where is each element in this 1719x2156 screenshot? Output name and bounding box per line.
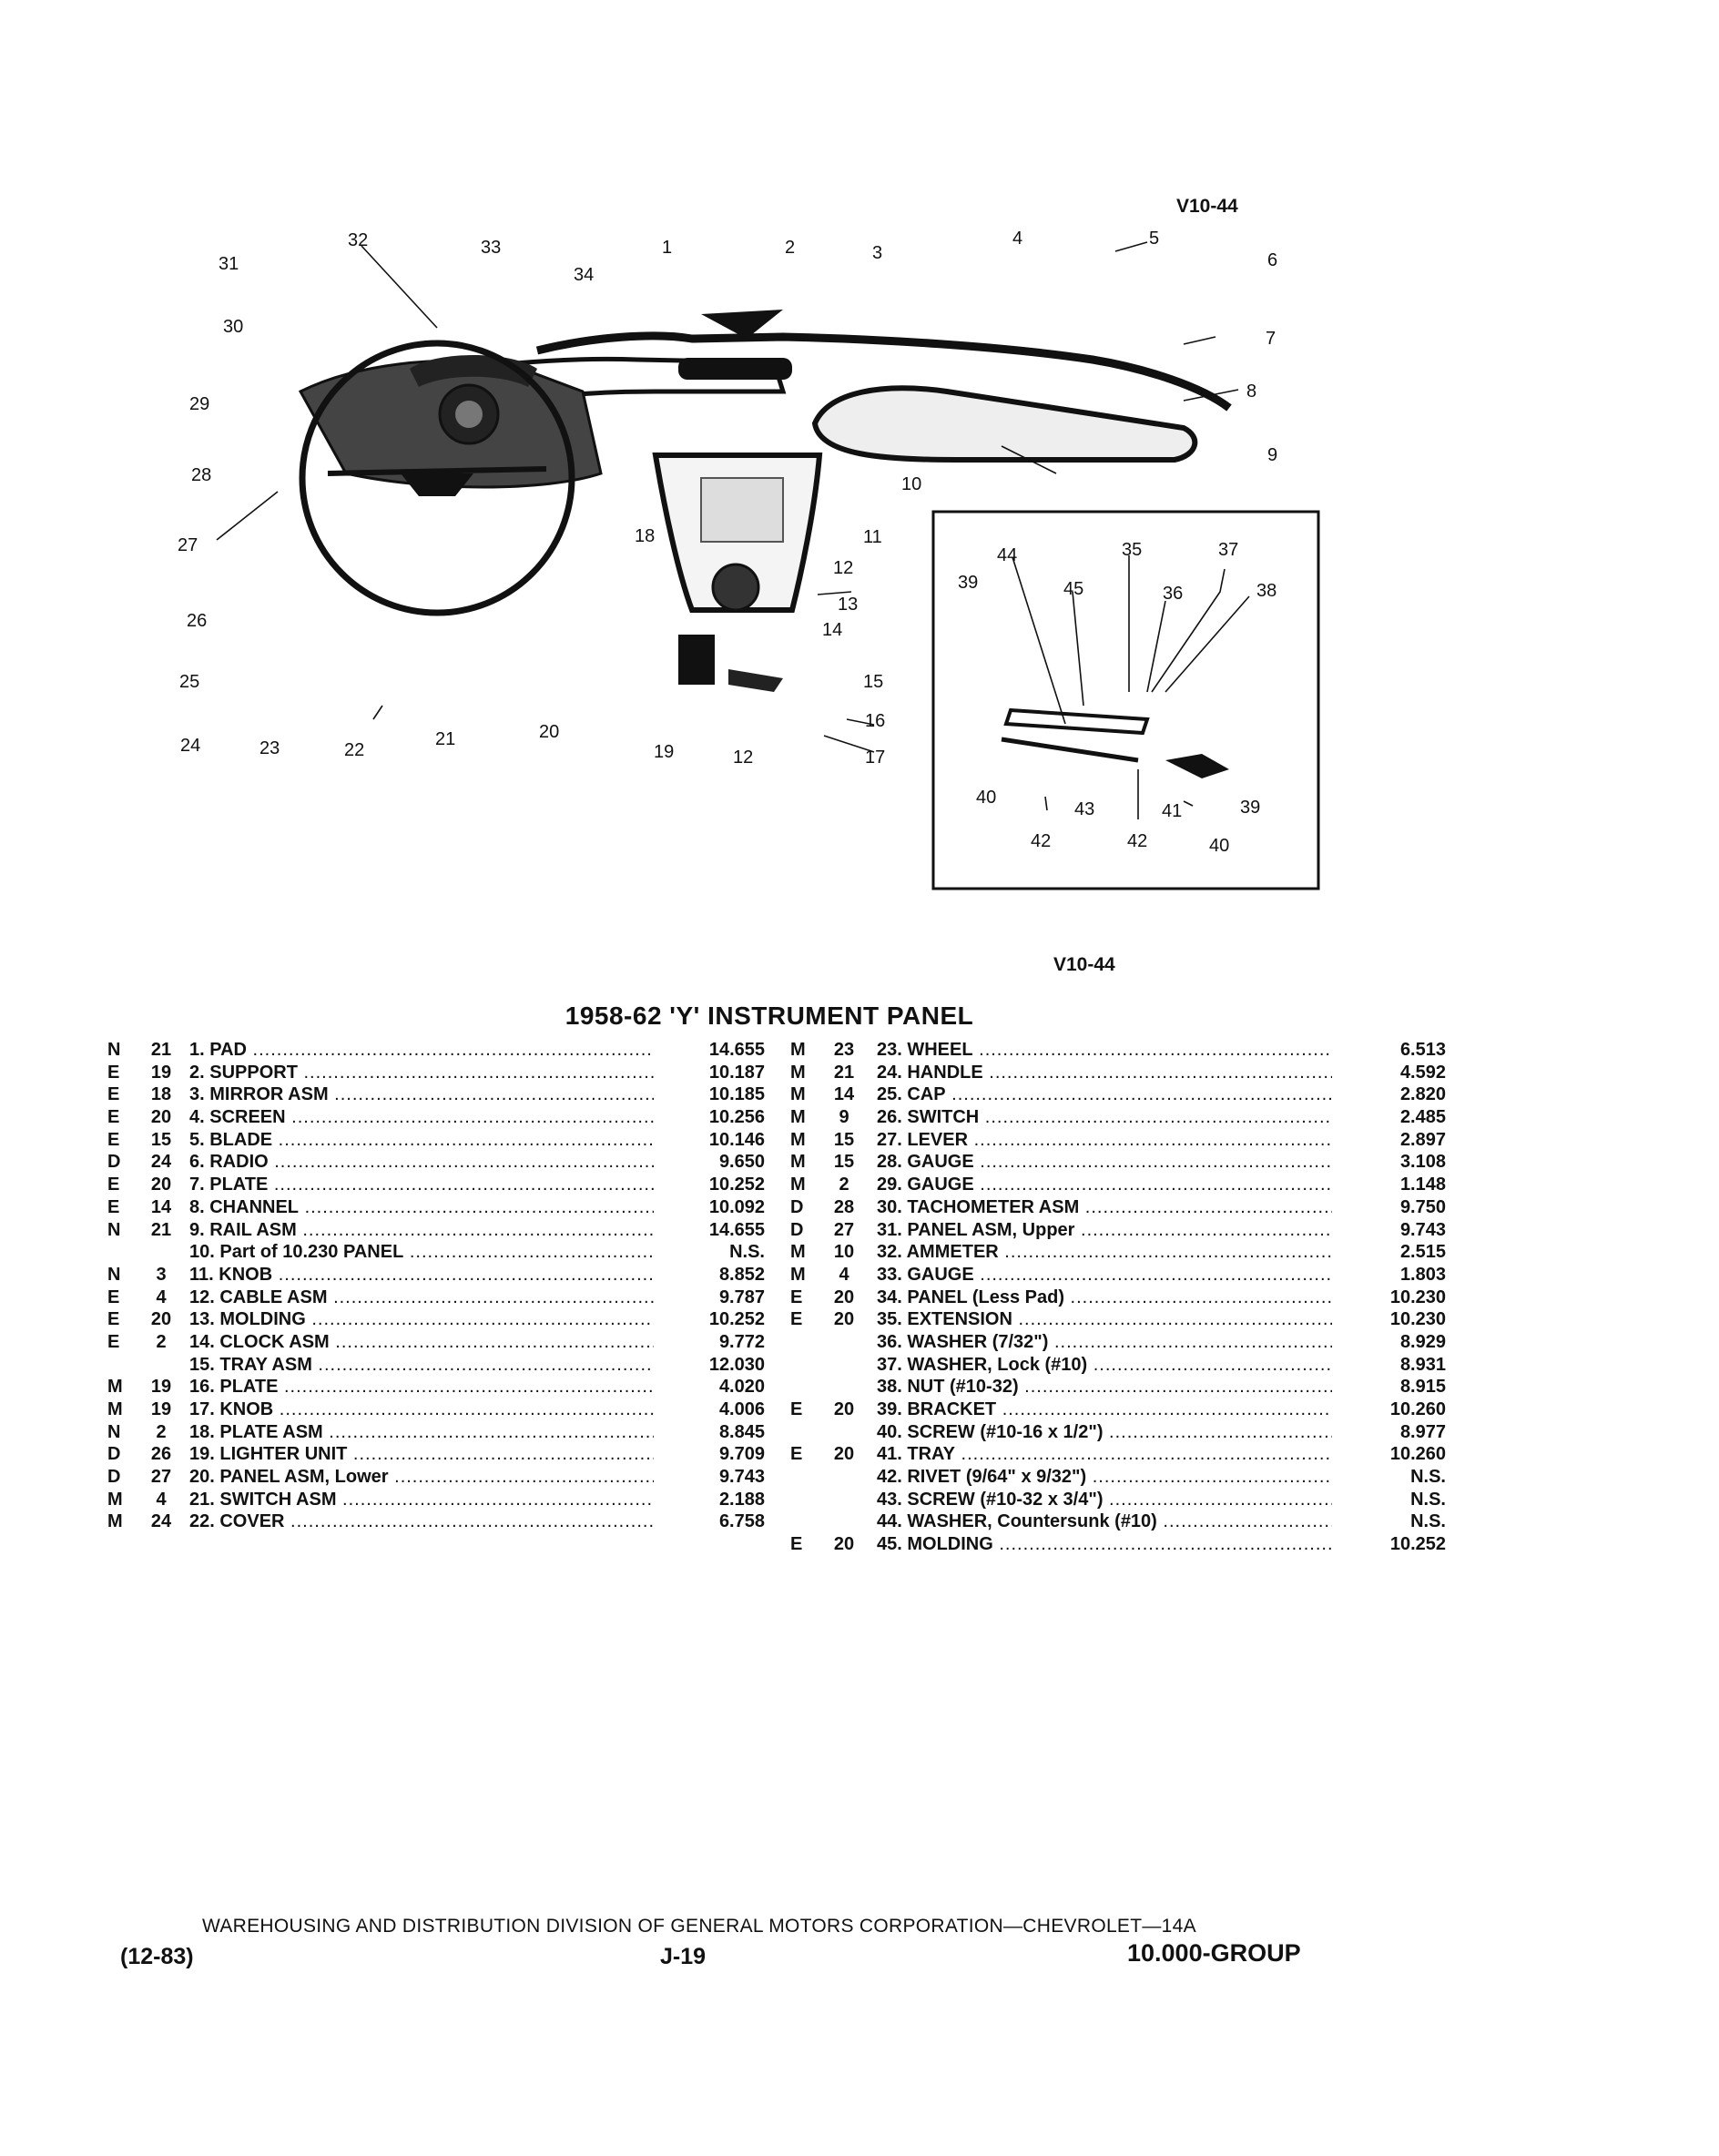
- part-code: M: [790, 1242, 806, 1263]
- part-number: 2.188: [656, 1489, 765, 1511]
- footer-date: (12-83): [120, 1944, 194, 1969]
- part-description: 45. MOLDING .....: [877, 1533, 1332, 1556]
- callout-25: 25: [179, 672, 200, 692]
- part-number: 9.772: [656, 1331, 765, 1354]
- part-code: N: [107, 1421, 121, 1442]
- callout-10: 10: [901, 474, 922, 494]
- inset-callout-37: 37: [1218, 540, 1239, 560]
- part-description: 22. COVER .....: [189, 1510, 654, 1533]
- part-row: [790, 1331, 1446, 1354]
- part-code: E: [790, 1286, 803, 1307]
- callout-22: 22: [344, 740, 365, 760]
- part-qty: 2: [156, 1421, 167, 1442]
- callout-27: 27: [178, 535, 198, 555]
- part-description: 41. TRAY .....: [877, 1443, 1332, 1466]
- part-row: [790, 1039, 1446, 1062]
- part-code: E: [107, 1196, 120, 1217]
- part-number: 10.146: [656, 1129, 765, 1152]
- part-description: 2. SUPPORT .....: [189, 1062, 654, 1084]
- part-row: [107, 1443, 765, 1466]
- part-code: E: [107, 1286, 120, 1307]
- part-description: 26. SWITCH .....: [877, 1106, 1332, 1129]
- part-qty: 20: [833, 1309, 855, 1330]
- callout-28: 28: [191, 465, 212, 485]
- part-code: M: [107, 1489, 123, 1510]
- part-qty: 23: [833, 1040, 855, 1060]
- part-code: E: [790, 1309, 803, 1330]
- callout-11: 11: [863, 527, 882, 547]
- part-number: 4.020: [656, 1376, 765, 1398]
- footer-division-line: WAREHOUSING AND DISTRIBUTION DIVISION OF GENERAL MOTORS CORPORATION—CHEVROLET—14A: [202, 1916, 1196, 1937]
- part-row: [107, 1062, 765, 1084]
- callout-12-lower: 12: [733, 747, 754, 768]
- part-description: 12. CABLE ASM .....: [189, 1286, 654, 1309]
- part-number: 1.803: [1346, 1264, 1446, 1286]
- part-code: M: [790, 1264, 806, 1285]
- part-number: 6.758: [656, 1510, 765, 1533]
- inset-callout-44: 44: [997, 545, 1018, 565]
- part-qty: 20: [833, 1286, 855, 1307]
- inset-callout-42-b: 42: [1127, 831, 1148, 851]
- part-code: N: [107, 1219, 121, 1240]
- part-description: 31. PANEL ASM, Upper .....: [877, 1219, 1332, 1242]
- part-qty: 28: [833, 1196, 855, 1217]
- part-row: [790, 1354, 1446, 1377]
- part-description: 28. GAUGE .....: [877, 1151, 1332, 1174]
- part-row: [790, 1510, 1446, 1533]
- callout-31: 31: [219, 254, 239, 274]
- part-number: 8.931: [1346, 1354, 1446, 1377]
- part-qty: 20: [833, 1444, 855, 1465]
- instrument-panel-diagram: [0, 0, 1719, 920]
- part-number: 9.750: [1346, 1196, 1446, 1219]
- part-number: 8.977: [1346, 1421, 1446, 1444]
- part-number: 8.852: [656, 1264, 765, 1286]
- part-code: N: [107, 1264, 121, 1285]
- part-description: 7. PLATE .....: [189, 1174, 654, 1196]
- part-qty: 24: [150, 1511, 172, 1532]
- part-description: 37. WASHER, Lock (#10) .....: [877, 1354, 1332, 1377]
- part-row: [107, 1331, 765, 1354]
- callout-5: 5: [1149, 229, 1160, 249]
- callout-9: 9: [1267, 445, 1278, 465]
- callout-4: 4: [1012, 229, 1023, 249]
- part-number: 8.915: [1346, 1376, 1446, 1398]
- part-number: 2.485: [1346, 1106, 1446, 1129]
- part-row: [107, 1264, 765, 1286]
- part-number: 10.185: [656, 1083, 765, 1106]
- part-code: E: [107, 1129, 120, 1150]
- part-qty: 26: [150, 1444, 172, 1465]
- part-row: [790, 1398, 1446, 1421]
- part-qty: 27: [833, 1219, 855, 1240]
- callout-7: 7: [1266, 329, 1277, 349]
- part-qty: 21: [833, 1062, 855, 1083]
- callout-33: 33: [481, 238, 502, 258]
- inset-callout-38: 38: [1256, 581, 1277, 601]
- callout-34: 34: [574, 265, 595, 285]
- part-code: M: [790, 1175, 806, 1195]
- clock-shape: [713, 564, 758, 610]
- part-description: 27. LEVER .....: [877, 1129, 1332, 1152]
- part-number: 10.260: [1346, 1443, 1446, 1466]
- part-code: E: [790, 1444, 803, 1465]
- part-qty: 4: [156, 1286, 167, 1307]
- part-code: E: [107, 1084, 120, 1105]
- part-code: M: [107, 1511, 123, 1532]
- part-number: 9.650: [656, 1151, 765, 1174]
- inset-box: [933, 512, 1318, 889]
- part-description: 9. RAIL ASM .....: [189, 1219, 654, 1242]
- part-description: 6. RADIO .....: [189, 1151, 654, 1174]
- part-description: 20. PANEL ASM, Lower .....: [189, 1466, 654, 1489]
- part-number: 4.006: [656, 1398, 765, 1421]
- part-qty: 14: [833, 1084, 855, 1105]
- part-number: N.S.: [656, 1241, 765, 1264]
- inset-callout-39: 39: [958, 573, 979, 593]
- callout-24: 24: [180, 736, 201, 756]
- part-qty: 15: [150, 1129, 172, 1150]
- part-code: M: [107, 1377, 123, 1398]
- inset-callout-43: 43: [1074, 799, 1095, 819]
- part-row: [107, 1489, 765, 1511]
- part-number: 10.092: [656, 1196, 765, 1219]
- inset-molding-shape: [1002, 739, 1138, 760]
- part-row: [790, 1264, 1446, 1286]
- part-description: 35. EXTENSION .....: [877, 1308, 1332, 1331]
- part-row: [107, 1083, 765, 1106]
- parts-list-right: [790, 1039, 1446, 1556]
- part-code: N: [107, 1040, 121, 1060]
- callout-16: 16: [865, 711, 886, 731]
- part-description: 18. PLATE ASM .....: [189, 1421, 654, 1444]
- part-qty: 15: [833, 1129, 855, 1150]
- callout-23: 23: [259, 738, 280, 758]
- part-code: M: [790, 1107, 806, 1128]
- part-description: 34. PANEL (Less Pad) .....: [877, 1286, 1332, 1309]
- inset-callout-40-b: 40: [1209, 836, 1230, 856]
- figure-code-bottom: V10-44: [1053, 954, 1115, 975]
- part-number: 10.252: [1346, 1533, 1446, 1556]
- part-description: 3. MIRROR ASM .....: [189, 1083, 654, 1106]
- callout-8: 8: [1246, 381, 1257, 402]
- part-row: [790, 1533, 1446, 1556]
- part-code: E: [107, 1175, 120, 1195]
- part-number: 10.252: [656, 1308, 765, 1331]
- part-code: M: [790, 1129, 806, 1150]
- part-row: [790, 1219, 1446, 1242]
- part-code: M: [107, 1399, 123, 1419]
- part-number: 9.709: [656, 1443, 765, 1466]
- part-qty: 20: [833, 1534, 855, 1555]
- part-number: 9.743: [1346, 1219, 1446, 1242]
- part-description: 23. WHEEL .....: [877, 1039, 1332, 1062]
- tray-shape: [678, 635, 715, 685]
- part-qty: 3: [156, 1264, 167, 1285]
- part-row: [790, 1129, 1446, 1152]
- callout-18: 18: [635, 526, 656, 546]
- part-description: 40. SCREW (#10-16 x 1/2") .....: [877, 1421, 1332, 1444]
- part-row: [107, 1106, 765, 1129]
- part-number: 2.897: [1346, 1129, 1446, 1152]
- part-qty: 19: [150, 1399, 172, 1419]
- part-qty: 20: [150, 1175, 172, 1195]
- part-qty: 2: [839, 1175, 849, 1195]
- part-description: 17. KNOB .....: [189, 1398, 654, 1421]
- part-number: 12.030: [656, 1354, 765, 1377]
- part-description: 4. SCREEN .....: [189, 1106, 654, 1129]
- tray-knob-shape: [728, 669, 783, 692]
- part-row: [107, 1286, 765, 1309]
- radio-shape: [678, 358, 792, 380]
- parts-list-left: [107, 1039, 765, 1533]
- part-row: [790, 1443, 1446, 1466]
- part-row: [107, 1510, 765, 1533]
- part-number: 10.260: [1346, 1398, 1446, 1421]
- part-row: [790, 1151, 1446, 1174]
- callout-13: 13: [838, 595, 859, 615]
- part-description: 16. PLATE .....: [189, 1376, 654, 1398]
- part-number: N.S.: [1346, 1489, 1446, 1511]
- callout-17: 17: [865, 747, 886, 768]
- part-code: E: [107, 1309, 120, 1330]
- part-qty: 21: [150, 1040, 172, 1060]
- part-number: 10.230: [1346, 1286, 1446, 1309]
- part-row: [107, 1398, 765, 1421]
- part-number: 6.513: [1346, 1039, 1446, 1062]
- part-row: [107, 1219, 765, 1242]
- footer-page-number: J-19: [660, 1944, 707, 1969]
- callout-21: 21: [435, 729, 456, 749]
- part-qty: 14: [150, 1196, 172, 1217]
- part-number: 8.929: [1346, 1331, 1446, 1354]
- part-description: 13. MOLDING .....: [189, 1308, 654, 1331]
- inset-extension-shape: [1006, 710, 1147, 733]
- part-row: [107, 1196, 765, 1219]
- part-qty: 21: [150, 1219, 172, 1240]
- figure-code-top: V10-44: [1176, 196, 1238, 217]
- callout-19: 19: [654, 742, 675, 762]
- part-row: [107, 1354, 765, 1377]
- inset-callout-36: 36: [1163, 584, 1184, 604]
- inset-callout-39-b: 39: [1240, 798, 1261, 818]
- part-code: E: [107, 1331, 120, 1352]
- part-row: [107, 1466, 765, 1489]
- part-description: 42. RIVET (9/64" x 9/32") .....: [877, 1466, 1332, 1489]
- part-row: [790, 1241, 1446, 1264]
- part-code: M: [790, 1152, 806, 1173]
- part-row: [107, 1241, 765, 1264]
- part-code: M: [790, 1040, 806, 1060]
- part-row: [790, 1376, 1446, 1398]
- part-row: [107, 1129, 765, 1152]
- part-description: 43. SCREW (#10-32 x 3/4") .....: [877, 1489, 1332, 1511]
- part-row: [790, 1286, 1446, 1309]
- inset-callout-45: 45: [1063, 579, 1084, 599]
- part-number: 9.743: [656, 1466, 765, 1489]
- part-description: 24. HANDLE .....: [877, 1062, 1332, 1084]
- part-code: D: [790, 1196, 804, 1217]
- callout-26: 26: [187, 611, 208, 631]
- part-description: 39. BRACKET .....: [877, 1398, 1332, 1421]
- part-code: E: [790, 1399, 803, 1419]
- part-qty: 10: [833, 1242, 855, 1263]
- part-description: 14. CLOCK ASM .....: [189, 1331, 654, 1354]
- part-number: 14.655: [656, 1219, 765, 1242]
- part-number: 10.187: [656, 1062, 765, 1084]
- part-qty: 20: [150, 1107, 172, 1128]
- part-code: M: [790, 1084, 806, 1105]
- tach-gauge-inner: [455, 401, 483, 428]
- part-code: D: [107, 1444, 121, 1465]
- part-row: [107, 1308, 765, 1331]
- part-number: 8.845: [656, 1421, 765, 1444]
- callout-14: 14: [822, 620, 843, 640]
- part-code: D: [790, 1219, 804, 1240]
- part-qty: 27: [150, 1467, 172, 1488]
- part-number: 10.252: [656, 1174, 765, 1196]
- part-description: 21. SWITCH ASM .....: [189, 1489, 654, 1511]
- part-row: [790, 1489, 1446, 1511]
- part-qty: 4: [839, 1264, 849, 1285]
- callout-32: 32: [348, 230, 369, 250]
- footer-group: 10.000-GROUP: [1127, 1939, 1301, 1967]
- callout-1: 1: [662, 238, 673, 258]
- part-code: E: [107, 1062, 120, 1083]
- part-description: 32. AMMETER .....: [877, 1241, 1332, 1264]
- callout-29: 29: [189, 394, 210, 414]
- part-qty: 19: [150, 1377, 172, 1398]
- callout-3: 3: [872, 243, 883, 263]
- part-row: [790, 1062, 1446, 1084]
- part-row: [790, 1421, 1446, 1444]
- part-number: 9.787: [656, 1286, 765, 1309]
- part-qty: 2: [156, 1331, 167, 1352]
- console-plate-shape: [701, 478, 783, 542]
- part-row: [107, 1039, 765, 1062]
- glovebox-shape: [815, 388, 1195, 460]
- inset-callout-40: 40: [976, 788, 997, 808]
- part-qty: 18: [150, 1084, 172, 1105]
- callout-30: 30: [223, 317, 244, 337]
- part-number: N.S.: [1346, 1466, 1446, 1489]
- part-row: [790, 1466, 1446, 1489]
- part-row: [790, 1174, 1446, 1196]
- part-code: E: [790, 1534, 803, 1555]
- part-number: 2.820: [1346, 1083, 1446, 1106]
- part-description: 30. TACHOMETER ASM .....: [877, 1196, 1332, 1219]
- part-number: 4.592: [1346, 1062, 1446, 1084]
- part-description: 38. NUT (#10-32) .....: [877, 1376, 1332, 1398]
- part-code: M: [790, 1062, 806, 1083]
- part-number: 10.230: [1346, 1308, 1446, 1331]
- part-number: 1.148: [1346, 1174, 1446, 1196]
- part-qty: 19: [150, 1062, 172, 1083]
- part-description: 29. GAUGE .....: [877, 1174, 1332, 1196]
- part-row: [790, 1106, 1446, 1129]
- callout-15: 15: [863, 672, 884, 692]
- part-description: 1. PAD .....: [189, 1039, 654, 1062]
- callout-6: 6: [1267, 250, 1278, 270]
- part-number: 2.515: [1346, 1241, 1446, 1264]
- part-description: 25. CAP .....: [877, 1083, 1332, 1106]
- inset-callout-42: 42: [1031, 831, 1052, 851]
- part-qty: 9: [839, 1107, 849, 1128]
- part-description: 11. KNOB .....: [189, 1264, 654, 1286]
- part-row: [107, 1174, 765, 1196]
- steering-hub: [401, 473, 473, 496]
- part-description: 10. Part of 10.230 PANEL .....: [189, 1241, 654, 1264]
- page-title: 1958-62 'Y' INSTRUMENT PANEL: [565, 1002, 974, 1030]
- part-description: 15. TRAY ASM .....: [189, 1354, 654, 1377]
- part-row: [107, 1151, 765, 1174]
- inset-callout-41: 41: [1162, 801, 1183, 821]
- part-number: N.S.: [1346, 1510, 1446, 1533]
- part-qty: 20: [833, 1399, 855, 1419]
- part-qty: 15: [833, 1152, 855, 1173]
- part-row: [107, 1376, 765, 1398]
- part-number: 3.108: [1346, 1151, 1446, 1174]
- part-description: 36. WASHER (7/32") .....: [877, 1331, 1332, 1354]
- part-number: 10.256: [656, 1106, 765, 1129]
- callout-2: 2: [785, 238, 796, 258]
- part-description: 8. CHANNEL .....: [189, 1196, 654, 1219]
- part-qty: 24: [150, 1152, 172, 1173]
- part-description: 44. WASHER, Countersunk (#10) .....: [877, 1510, 1332, 1533]
- callout-12: 12: [833, 558, 854, 578]
- inset-bracket-shape: [1165, 754, 1229, 778]
- part-description: 19. LIGHTER UNIT .....: [189, 1443, 654, 1466]
- inset-callout-35: 35: [1122, 540, 1143, 560]
- part-description: 5. BLADE .....: [189, 1129, 654, 1152]
- part-qty: 4: [156, 1489, 167, 1510]
- part-code: E: [107, 1107, 120, 1128]
- part-qty: 20: [150, 1309, 172, 1330]
- part-row: [790, 1308, 1446, 1331]
- part-row: [790, 1196, 1446, 1219]
- part-code: D: [107, 1152, 121, 1173]
- part-row: [790, 1083, 1446, 1106]
- part-description: 33. GAUGE .....: [877, 1264, 1332, 1286]
- part-row: [107, 1421, 765, 1444]
- part-code: D: [107, 1467, 121, 1488]
- callout-20: 20: [539, 722, 560, 742]
- part-number: 14.655: [656, 1039, 765, 1062]
